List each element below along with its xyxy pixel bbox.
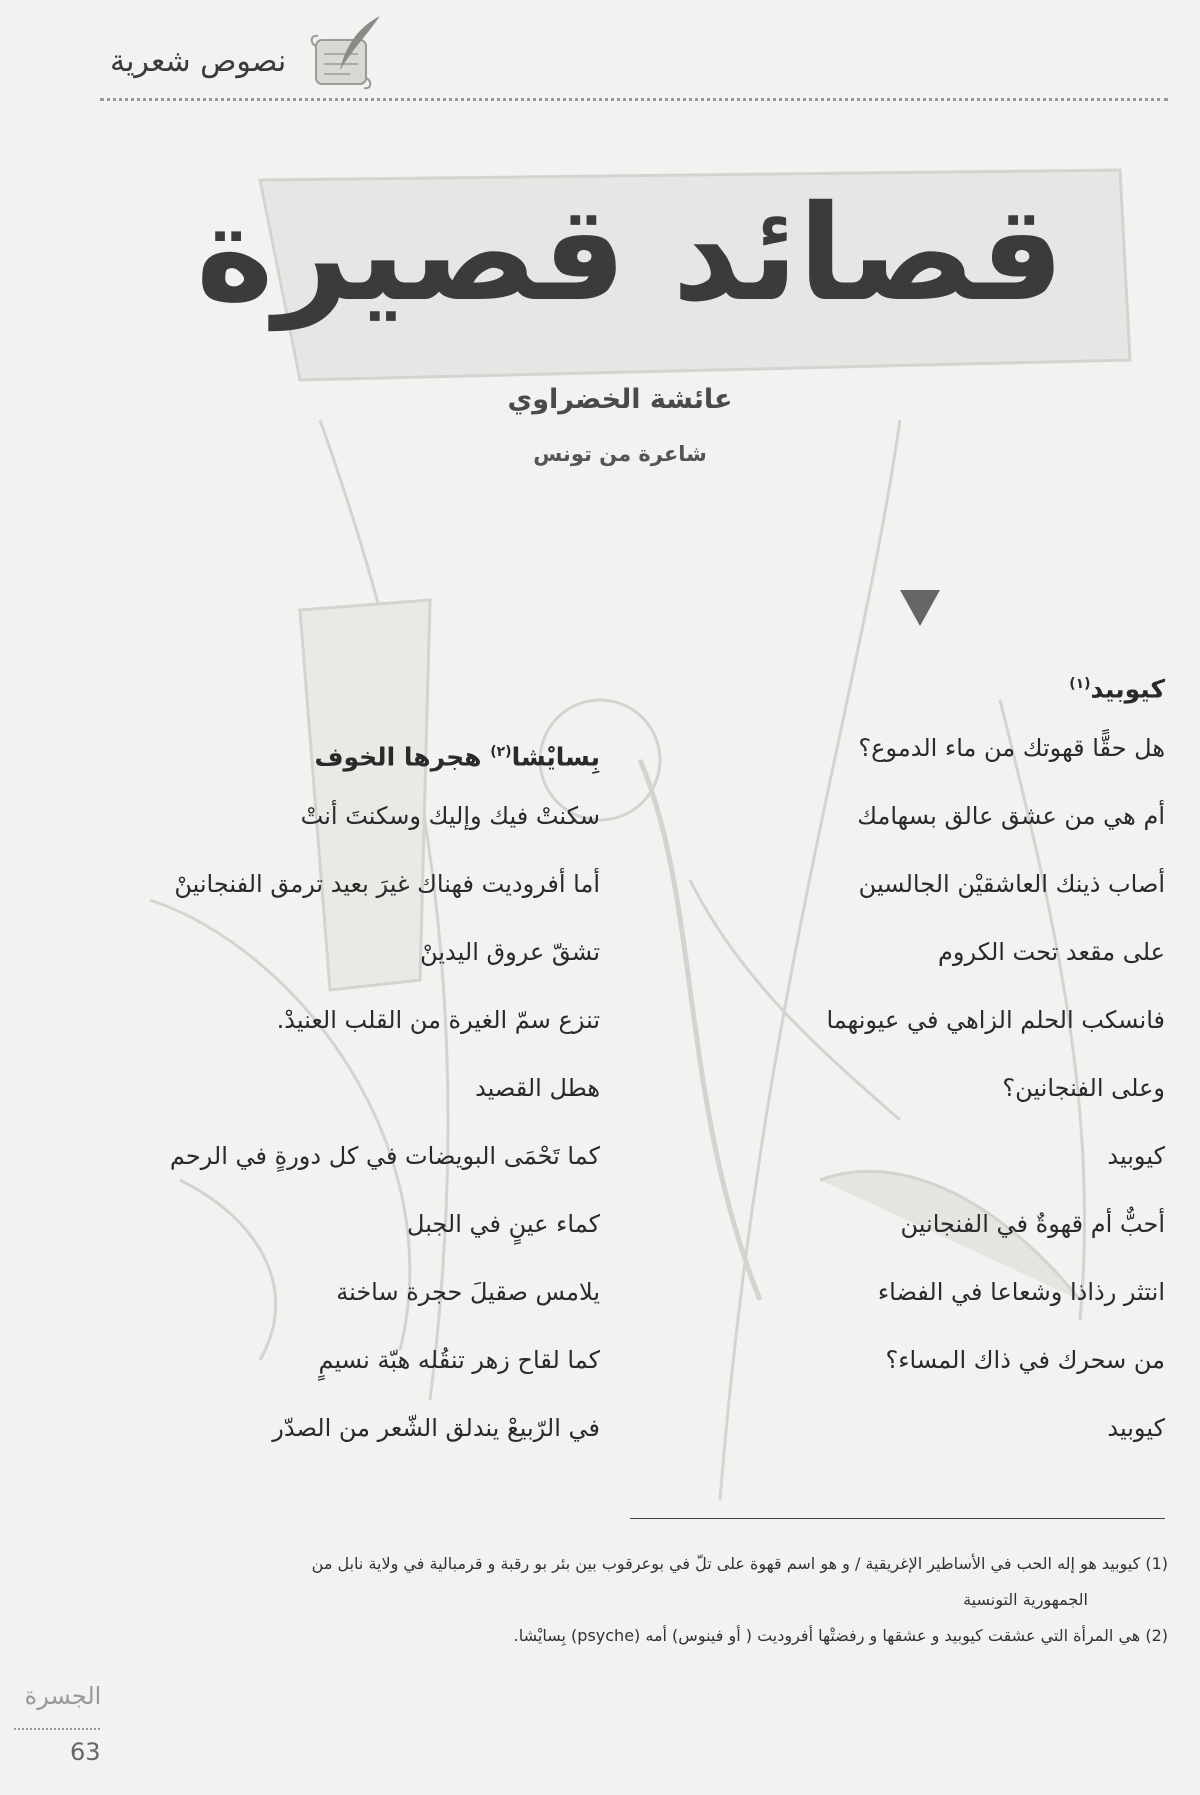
- author-subtitle: شاعرة من تونس: [533, 442, 707, 466]
- page-title: قصائد قصيرة: [195, 177, 1065, 331]
- footnote-1: (1) كيوبيد هو إله الحب في الأساطير الإغريقية / و هو اسم قهوة على تلّ في بوعرقوب بين بئر بو رقبة و قرمبالية في ولاية نابل من: [311, 1554, 1168, 1573]
- poem-line: أما أفروديت فهناك غيرَ بعيد ترمق الفنجانينْ: [174, 870, 600, 898]
- poem-line: تشقّ عروق اليدينْ: [420, 938, 600, 966]
- header-dotted-rule: [100, 98, 1168, 101]
- poem-line: انتثر رذاذا وشعاعا في الفضاء: [877, 1278, 1165, 1306]
- poem-line: كماء عينٍ في الجبل: [407, 1210, 600, 1238]
- poem-title-psyche: [140, 728, 600, 796]
- author-name: عائشة الخضراوي: [507, 384, 733, 415]
- page-number: 63: [70, 1738, 101, 1766]
- poem-line: وعلى الفنجانين؟: [1002, 1074, 1165, 1102]
- footer-dotted-rule: [14, 1728, 100, 1730]
- poem-line: أصاب ذينك العاشقيْن الجالسين: [858, 870, 1165, 898]
- poem-line: كيوبيد: [1107, 1414, 1165, 1442]
- poem-line: من سحرك في ذاك المساء؟: [885, 1346, 1165, 1374]
- page-header: [100, 14, 1168, 104]
- footnote-marker-1: (١): [1069, 676, 1091, 692]
- poem-line: تنزع سمّ الغيرة من القلب العنيدْ.: [276, 1006, 600, 1034]
- footnotes: [150, 1546, 1168, 1654]
- poem-line: كما لقاح زهر تنقُله هبّة نسيمٍ: [318, 1346, 600, 1374]
- poem-line: أم هي من عشق عالق بسهامك: [857, 802, 1165, 830]
- quill-scroll-icon: [310, 14, 386, 94]
- poem-title-part2: هجرها الخوف: [314, 742, 482, 772]
- section-label: نصوص شعرية: [110, 44, 287, 79]
- poem-psyche: [140, 728, 600, 1476]
- footnote-divider: [630, 1518, 1165, 1519]
- poem-line: هل حقًّا قهوتك من ماء الدموع؟: [858, 734, 1165, 762]
- poem-line: فانسكب الحلم الزاهي في عيونهما: [826, 1006, 1165, 1034]
- poem-title-cupid: [780, 660, 1165, 728]
- triangle-down-icon: [900, 590, 940, 626]
- poem-line: في الرّبيعْ يندلق الشّعر من الصدّر: [272, 1414, 600, 1442]
- footnote-2: (2) هي المرأة التي عشقت كيوبيد و عشقها و رفضتْها أفروديت ( أو فينوس) أمه (psyche) بِسايْشا.: [513, 1626, 1168, 1645]
- poem-line: على مقعد تحت الكروم: [938, 938, 1165, 966]
- poem-title-text: كيوبيد: [1090, 674, 1165, 704]
- footnote-1-continuation: الجمهورية التونسية: [963, 1590, 1088, 1609]
- footnote-marker-2: (٢): [490, 744, 512, 760]
- poem-line: هطل القصيد: [475, 1074, 600, 1102]
- poem-line: أحبٌّ أم قهوةٌ في الفنجانين: [900, 1210, 1165, 1238]
- poem-cupid: [780, 660, 1165, 1476]
- poem-line: سكنتْ فيك وإليك وسكنتَ أنتْ: [300, 802, 600, 830]
- poem-line: كما تَحْمَى البويضات في كل دورةٍ في الرحم: [169, 1142, 600, 1170]
- poem-line: يلامس صقيلَ حجرة ساخنة: [336, 1278, 600, 1306]
- poem-title-part1: بِسايْشا: [511, 742, 600, 772]
- poem-line: كيوبيد: [1107, 1142, 1165, 1170]
- magazine-logo: الجسرة: [24, 1682, 102, 1710]
